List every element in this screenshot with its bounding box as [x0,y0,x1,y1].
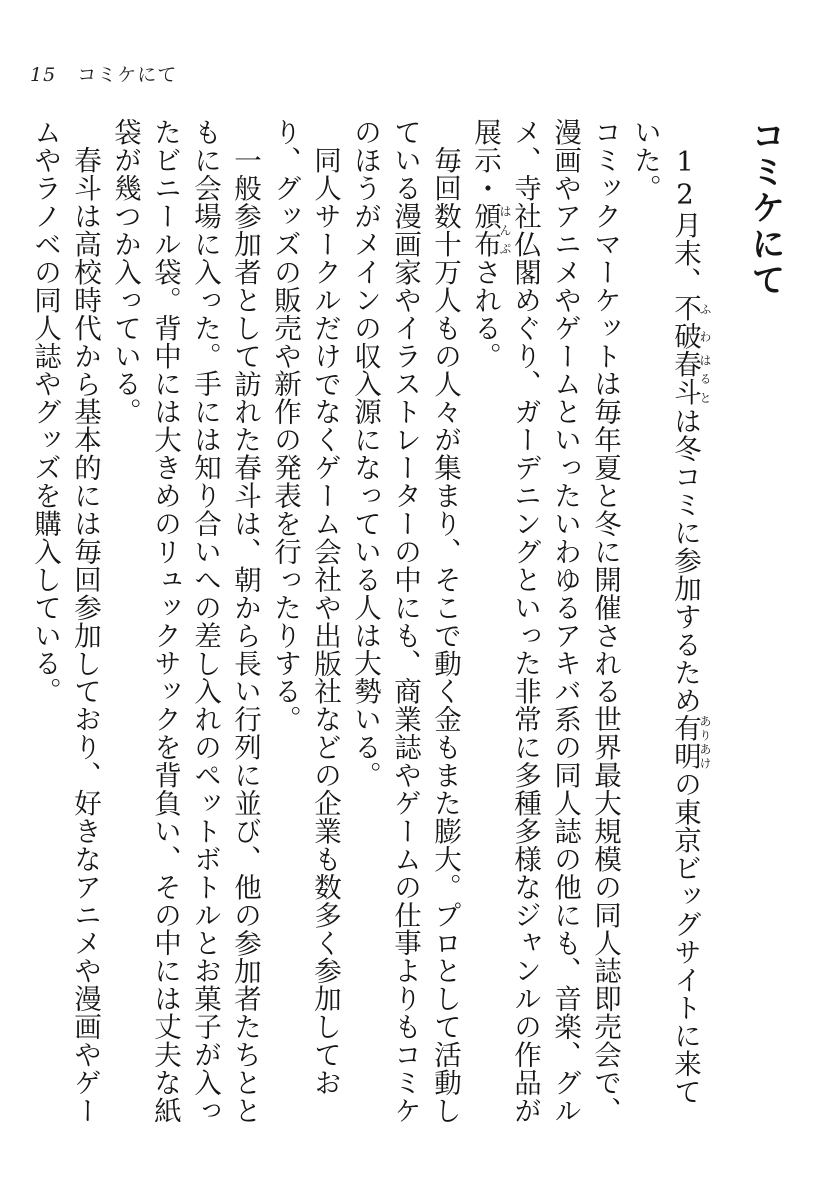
paragraph-6: 春斗は高校時代から基本的には毎回参加しており、好きなアニメや漫画やゲームやラノベの同人誌やグッズを購入している。 [29,118,101,1124]
paragraph-5: 一般参加者として訪れた春斗は、朝から長い行列に並び、他の参加者たちとともに会場に入った。手には知り合いへの差し入れのペットボトルとお菓子が入ったビニール袋。背中には大きめのリュックサックを背負い、その中には丈夫な紙袋が幾つか入っている。 [109,118,261,1125]
paragraph-1-date: 12月末、 [669,145,701,295]
paragraph-1-end: の東京ビッグサイトに来ていた。 [629,118,701,1105]
ruby-ariake [669,713,712,770]
chapter-title: コミケにて [745,118,785,298]
ruby-haruto-reading: はると [698,350,712,407]
vertical-text-body [29,118,785,1128]
paragraph-3: 毎回数十万人もの人々が集まり、そこで動く金もまた膨大。プロとして活動している漫画家やイラストレーターの中にも、商業誌やゲームの仕事よりもコミケのほうがメインの収入源になっている人は大勢いる。 [349,118,461,1125]
ruby-haruto-base: 春斗 [669,350,701,407]
page-number: 15 [30,64,57,86]
paragraph-1 [625,118,711,1128]
paragraph-1-middle: は冬コミに参加するため [669,406,701,714]
paragraph-2 [465,118,625,1128]
ruby-hanpu-reading: はんぷ [498,201,512,258]
paragraph-2-end: される。 [469,257,501,370]
ruby-fuwa [669,294,712,351]
paragraph-2-text: コミックマーケットは毎年夏と冬に開催される世界最大規模の同人誌即売会で、漫画やアニメやゲームといったいわゆるアキバ系の同人誌の他にも、音楽、グルメ、寺社仏閣めぐり、ガーデニングといった非常に多種多様なジャンルの作品が展示・ [469,118,621,1125]
paragraph-4: 同人サークルだけでなくゲーム会社や出版社などの企業も数多く参加しており、グッズの販売や新作の発表を行ったりする。 [269,118,341,1096]
running-title: コミケにて [77,64,178,86]
ruby-fuwa-base: 不破 [669,294,701,351]
ruby-hanpu-base: 頒布 [469,201,501,258]
ruby-fuwa-reading: ふわ [698,294,712,351]
ruby-ariake-base: 有明 [669,713,701,770]
ruby-ariake-reading: ありあけ [698,713,712,770]
ruby-haruto [669,350,712,407]
running-head [30,60,330,100]
ruby-hanpu [469,201,512,258]
